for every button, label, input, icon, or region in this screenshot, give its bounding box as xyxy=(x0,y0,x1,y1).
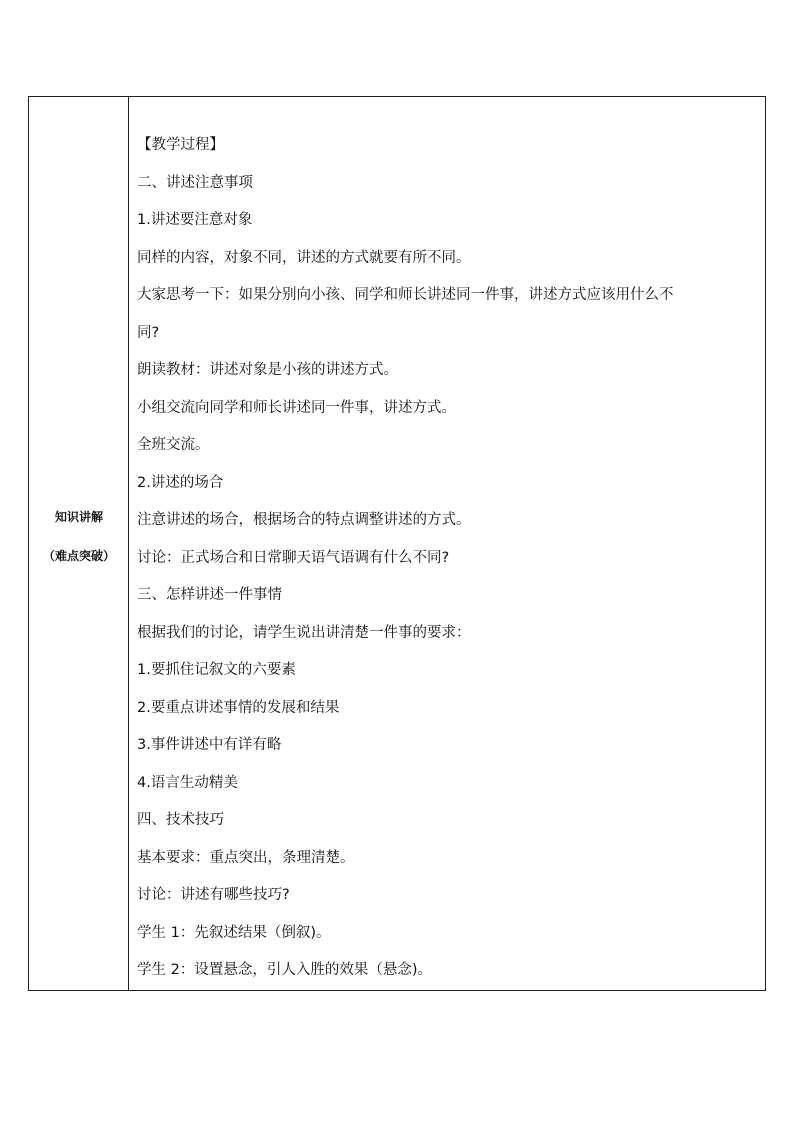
content-paragraph: 基本要求：重点突出，条理清楚。 xyxy=(137,849,355,866)
content-paragraph: 讨论：正式场合和日常聊天语气语调有什么不同? xyxy=(137,549,450,566)
section-label-title: 知识讲解 xyxy=(54,510,103,524)
content-paragraph: 同样的内容，对象不同，讲述的方式就要有所不同。 xyxy=(137,249,471,266)
content-paragraph: 学生 1：先叙述结果（倒叙)。 xyxy=(137,924,331,941)
content-paragraph: 根据我们的讨论，请学生说出讲清楚一件事的要求： xyxy=(137,624,471,641)
content-cell xyxy=(129,97,765,990)
section-label-cell xyxy=(29,97,129,990)
lesson-content xyxy=(137,135,747,998)
subsection-heading: 三、怎样讲述一件事情 xyxy=(137,587,282,603)
lesson-table xyxy=(28,96,766,991)
list-item: 1.要抓住记叙文的六要素 xyxy=(137,662,296,678)
content-paragraph: 注意讲述的场合，根据场合的特点调整讲述的方式。 xyxy=(137,512,471,528)
content-paragraph-continuation: 同? xyxy=(137,324,160,341)
subsection-heading: 二、讲述注意事项 xyxy=(137,174,253,191)
content-paragraph: 讨论：讲述有哪些技巧? xyxy=(137,887,290,903)
content-paragraph: 小组交流向同学和师长讲述同一件事，讲述方式。 xyxy=(137,399,456,416)
list-item: 3.事件讲述中有详有略 xyxy=(137,737,282,753)
content-paragraph: 学生 2：设置悬念，引人入胜的效果（悬念)。 xyxy=(137,962,432,978)
point-heading: 2.讲述的场合 xyxy=(137,474,224,491)
point-heading: 1.讲述要注意对象 xyxy=(137,212,253,228)
list-item: 2.要重点讲述事情的发展和结果 xyxy=(137,699,340,716)
content-paragraph: 大家思考一下：如果分别向小孩、同学和师长讲述同一件事，讲述方式应该用什么不 xyxy=(137,287,674,303)
content-paragraph: 全班交流。 xyxy=(137,437,210,453)
content-paragraph: 朗读教材：讲述对象是小孩的讲述方式。 xyxy=(137,362,398,378)
section-heading: 【教学过程】 xyxy=(137,137,224,153)
list-item: 4.语言生动精美 xyxy=(137,774,238,791)
section-label-subtitle: （难点突破） xyxy=(42,549,115,563)
subsection-heading: 四、技术技巧 xyxy=(137,812,224,828)
